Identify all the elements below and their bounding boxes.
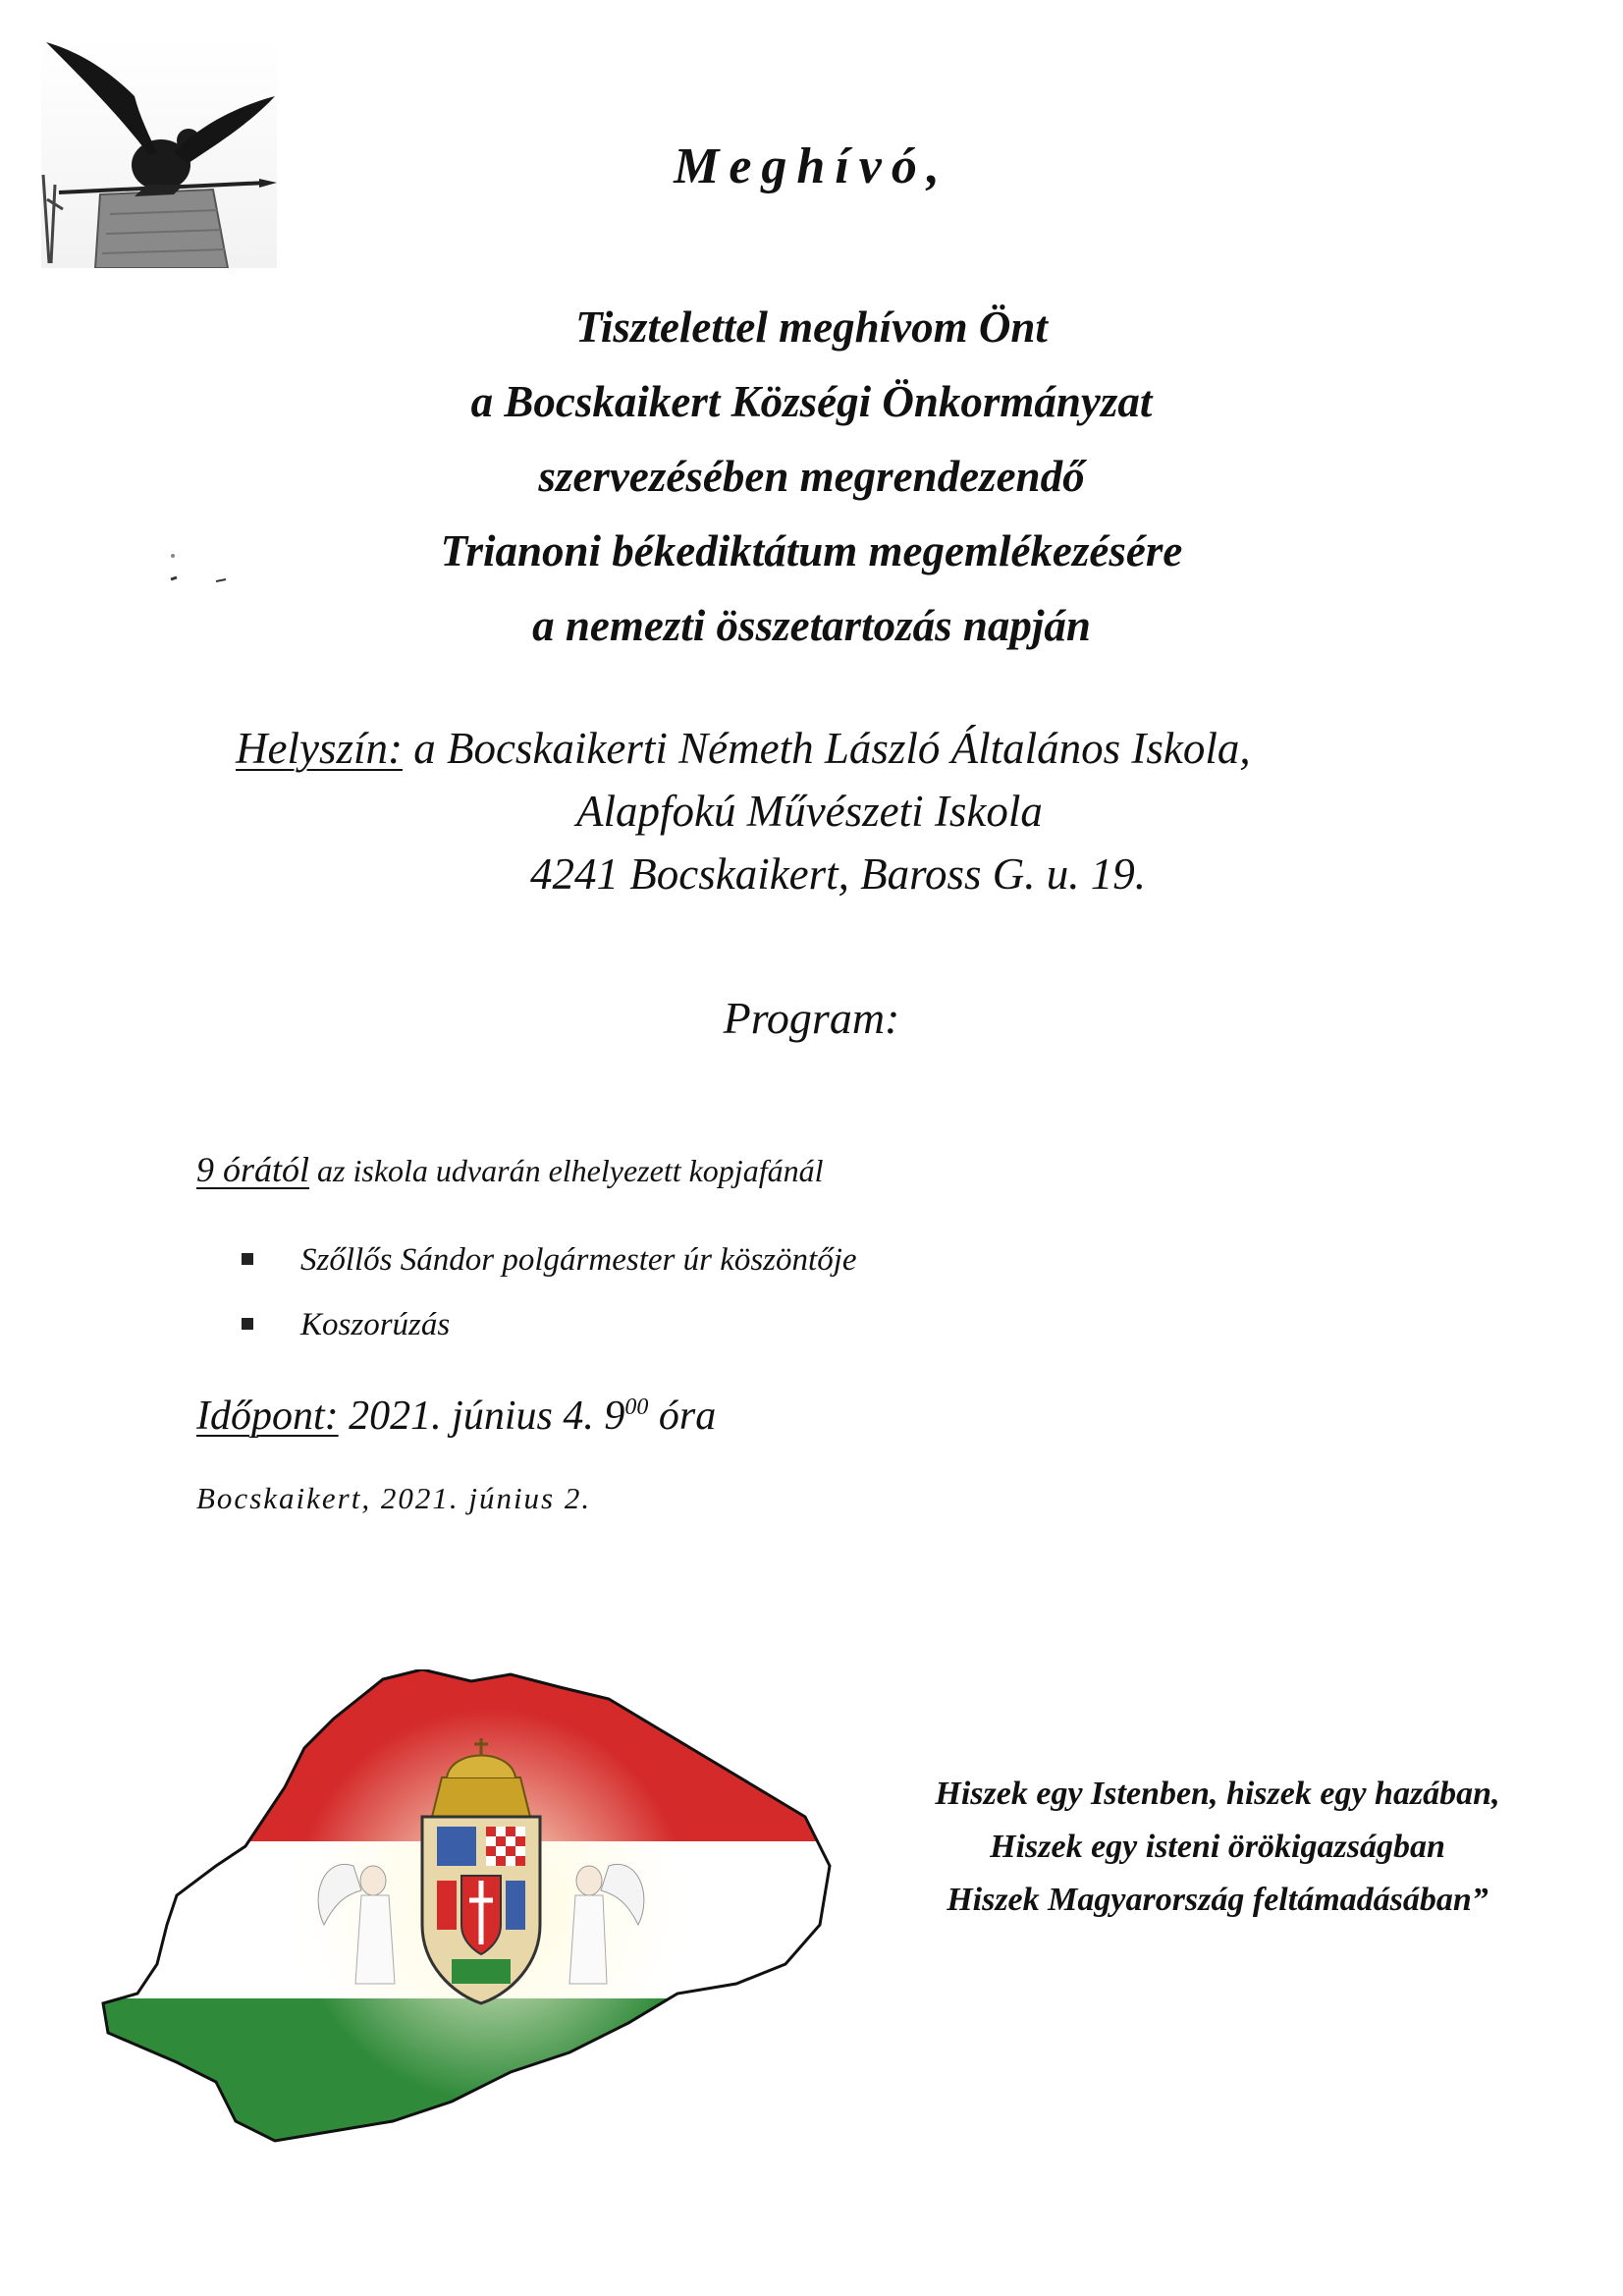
program-item-text: Szőllős Sándor polgármester úr köszöntője bbox=[300, 1242, 857, 1278]
location-label: Helyszín: bbox=[236, 724, 403, 773]
greater-hungary-map-with-coat-of-arms bbox=[98, 1669, 844, 2180]
scan-marks bbox=[167, 550, 245, 589]
square-bullet-icon bbox=[242, 1253, 253, 1265]
signature-line: Bocskaikert, 2021. június 2. bbox=[196, 1481, 592, 1515]
location-line-1 bbox=[236, 717, 1512, 780]
program-heading: Program: bbox=[723, 993, 900, 1043]
program-list bbox=[242, 1228, 857, 1357]
invitation-line: a Bocskaikert Községi Önkormányzat bbox=[470, 377, 1153, 426]
invitation-line: Tisztelettel meghívom Önt bbox=[575, 302, 1048, 352]
list-item bbox=[242, 1292, 857, 1357]
invitation-text bbox=[0, 290, 1623, 663]
invitation-title: Meghívó, bbox=[674, 138, 949, 194]
quote-line: Hiszek Magyarország feltámadásában” bbox=[947, 1882, 1488, 1918]
program-time-text: az iskola udvarán elhelyezett kopjafánál bbox=[317, 1153, 824, 1188]
quote-line: Hiszek egy Istenben, hiszek egy hazában, bbox=[935, 1776, 1500, 1812]
coat-of-arms-icon bbox=[422, 1817, 540, 2003]
program-time-label: 9 órától bbox=[196, 1150, 310, 1189]
program-time-line bbox=[196, 1149, 823, 1190]
invitation-line: a nemezti összetartozás napján bbox=[532, 601, 1091, 650]
date-suffix: óra bbox=[658, 1394, 717, 1439]
quote-line: Hiszek egy isteni örökigazságban bbox=[990, 1829, 1445, 1865]
list-item bbox=[242, 1228, 857, 1292]
location-block bbox=[236, 717, 1512, 905]
quote-block bbox=[884, 1768, 1551, 1927]
date-label: Időpont: bbox=[196, 1394, 339, 1439]
invitation-line: Trianoni békediktátum megemlékezésére bbox=[440, 526, 1183, 575]
location-address-1: a Bocskaikerti Németh László Általános Iskola, bbox=[413, 724, 1251, 773]
date-text: 2021. június 4. 9 bbox=[349, 1394, 625, 1439]
program-item-text: Koszorúzás bbox=[300, 1307, 451, 1342]
date-line bbox=[196, 1393, 716, 1440]
square-bullet-icon bbox=[242, 1318, 253, 1330]
invitation-line: szervezésében megrendezendő bbox=[538, 452, 1085, 501]
location-line-2: Alapfokú Művészeti Iskola bbox=[576, 787, 1043, 836]
location-line-3: 4241 Bocskaikert, Baross G. u. 19. bbox=[530, 849, 1147, 899]
date-superscript: 00 bbox=[624, 1394, 649, 1420]
